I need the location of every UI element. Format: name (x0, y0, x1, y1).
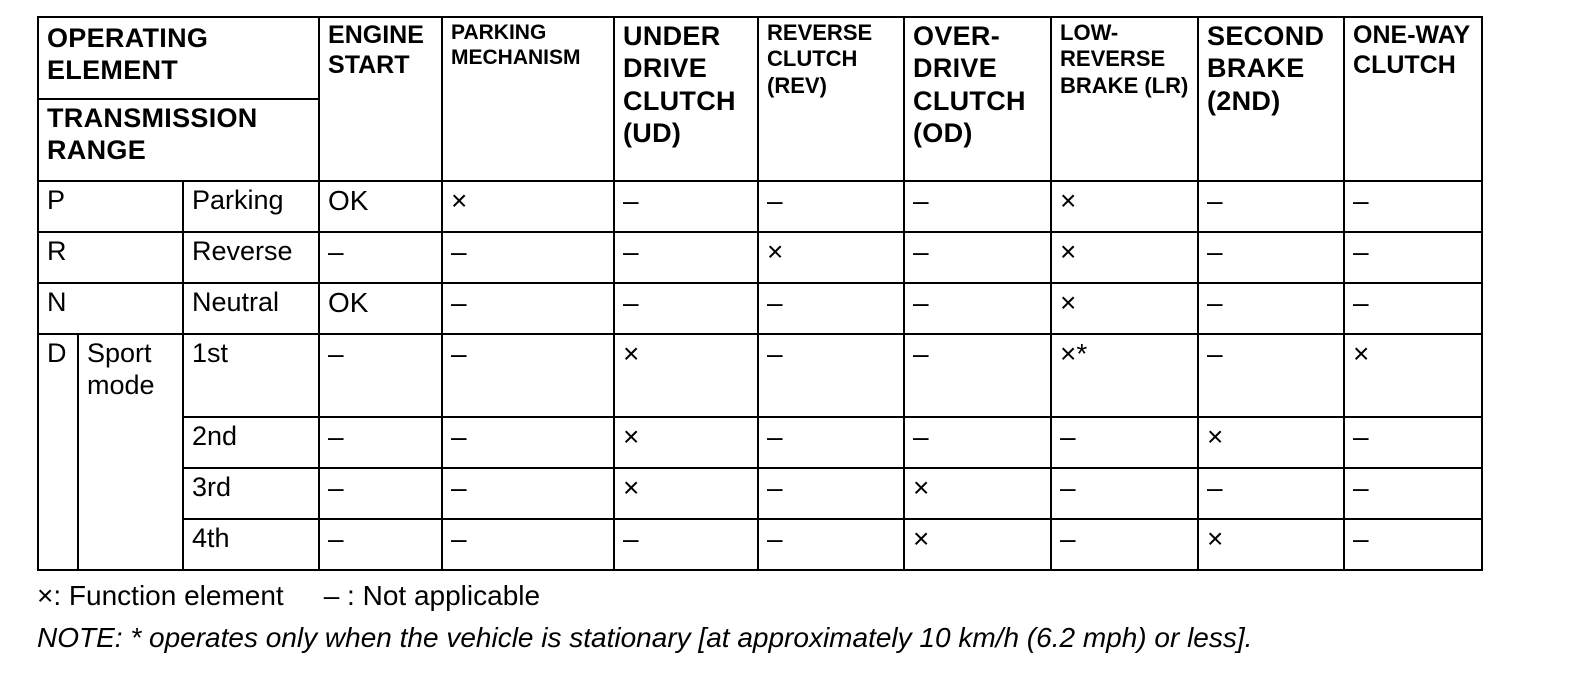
table-row (38, 334, 1482, 417)
value-cell: – (442, 519, 614, 570)
value-cell: – (1198, 181, 1344, 232)
value-cell: – (614, 283, 758, 334)
value-cell: × (904, 468, 1051, 519)
gear-cell: 3rd (183, 468, 319, 519)
footnote: NOTE: * operates only when the vehicle is stationary [at approximately 10 km/h (6.2 mph) or less]. (37, 622, 1253, 653)
value-cell: – (758, 519, 904, 570)
value-cell: × (1198, 519, 1344, 570)
value-cell: – (614, 519, 758, 570)
value-cell: – (1344, 519, 1482, 570)
value-cell: – (319, 417, 442, 468)
header-parking-mechanism: PARKING MECHANISM (442, 17, 614, 181)
header-engine-start: ENGINE START (319, 17, 442, 181)
header-second-brake: SECOND BRAKE (2ND) (1198, 17, 1344, 181)
value-cell: – (758, 283, 904, 334)
value-cell: – (1198, 468, 1344, 519)
value-cell: × (614, 468, 758, 519)
value-cell: × (614, 334, 758, 417)
value-cell: – (904, 334, 1051, 417)
value-cell: OK (319, 283, 442, 334)
header-reverse-clutch: REVERSE CLUTCH (REV) (758, 17, 904, 181)
value-cell: OK (319, 181, 442, 232)
value-cell: – (319, 334, 442, 417)
range-name-cell: Neutral (183, 283, 319, 334)
value-cell: – (1344, 468, 1482, 519)
value-cell: × (758, 232, 904, 283)
value-cell: – (758, 417, 904, 468)
value-cell: – (904, 181, 1051, 232)
table-row (38, 283, 1482, 334)
value-cell: – (442, 468, 614, 519)
value-cell: – (442, 283, 614, 334)
range-cell: R (38, 232, 183, 283)
value-cell: – (614, 181, 758, 232)
value-cell: × (1198, 417, 1344, 468)
value-cell: × (1344, 334, 1482, 417)
value-cell: ×* (1051, 334, 1198, 417)
value-cell: – (319, 232, 442, 283)
value-cell: – (904, 232, 1051, 283)
value-cell: – (1198, 232, 1344, 283)
value-cell: – (442, 232, 614, 283)
gear-cell: 2nd (183, 417, 319, 468)
table-row (38, 519, 1482, 570)
operation-table (37, 16, 1483, 571)
value-cell: × (904, 519, 1051, 570)
legend (37, 580, 540, 612)
range-cell: N (38, 283, 183, 334)
range-cell: D (38, 334, 78, 570)
legend-function-element: ×: Function element (37, 580, 284, 611)
value-cell: × (614, 417, 758, 468)
value-cell: – (1198, 334, 1344, 417)
value-cell: – (1051, 468, 1198, 519)
value-cell: × (442, 181, 614, 232)
header-under-drive-clutch: UNDER DRIVE CLUTCH (UD) (614, 17, 758, 181)
value-cell: – (758, 468, 904, 519)
value-cell: – (1051, 417, 1198, 468)
range-cell: P (38, 181, 183, 232)
value-cell: – (319, 519, 442, 570)
legend-not-applicable: – : Not applicable (323, 580, 541, 611)
value-cell: – (1344, 181, 1482, 232)
table-row (38, 417, 1482, 468)
header-one-way-clutch: ONE-WAY CLUTCH (1344, 17, 1482, 181)
value-cell: – (319, 468, 442, 519)
value-cell: – (1344, 283, 1482, 334)
table-row (38, 468, 1482, 519)
mode-cell: Sport mode (78, 334, 183, 570)
value-cell: – (1051, 519, 1198, 570)
gear-cell: 1st (183, 334, 319, 417)
value-cell: – (442, 417, 614, 468)
value-cell: – (904, 417, 1051, 468)
range-name-cell: Reverse (183, 232, 319, 283)
table-row (38, 232, 1482, 283)
value-cell: – (442, 334, 614, 417)
value-cell: – (904, 283, 1051, 334)
header-over-drive-clutch: OVER-DRIVE CLUTCH (OD) (904, 17, 1051, 181)
value-cell: – (1344, 417, 1482, 468)
value-cell: – (1344, 232, 1482, 283)
header-operating-element: OPERATING ELEMENT (38, 17, 319, 99)
value-cell: × (1051, 283, 1198, 334)
value-cell: – (758, 334, 904, 417)
table-row (38, 181, 1482, 232)
value-cell: – (614, 232, 758, 283)
value-cell: × (1051, 181, 1198, 232)
header-transmission-range: TRANSMISSION RANGE (38, 99, 319, 181)
value-cell: – (1198, 283, 1344, 334)
value-cell: × (1051, 232, 1198, 283)
range-name-cell: Parking (183, 181, 319, 232)
header-low-reverse-brake: LOW-REVERSE BRAKE (LR) (1051, 17, 1198, 181)
gear-cell: 4th (183, 519, 319, 570)
value-cell: – (758, 181, 904, 232)
